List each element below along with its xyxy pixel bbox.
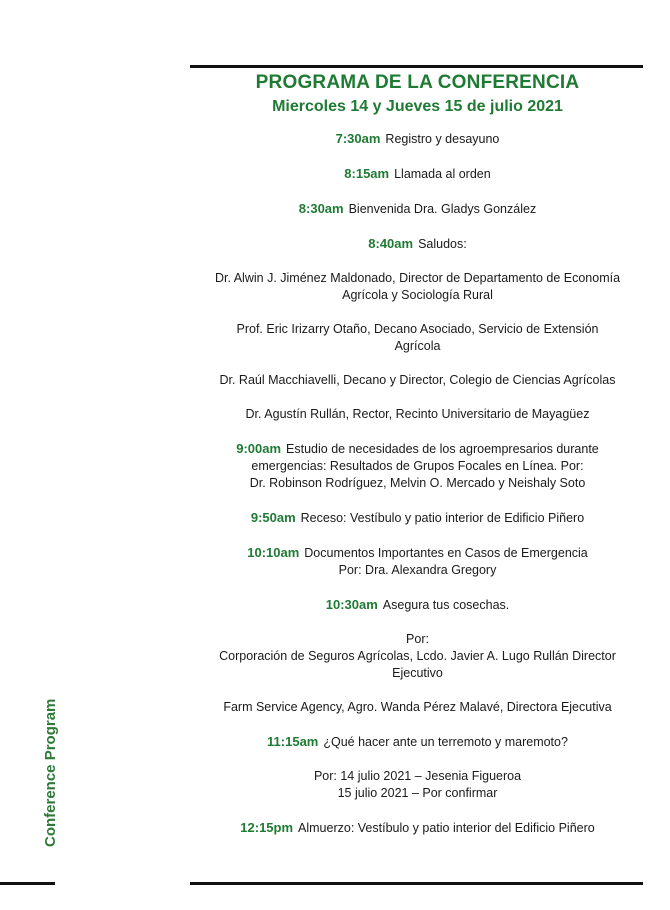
page-subtitle: Miercoles 14 y Jueves 15 de julio 2021 <box>272 98 563 115</box>
schedule-line: Farm Service Agency, Agro. Wanda Pérez Malavé, Directora Ejecutiva <box>223 700 612 714</box>
schedule-time: 7:30am <box>335 131 381 146</box>
schedule-item <box>180 372 655 389</box>
schedule-item <box>180 596 655 614</box>
schedule-text: Almuerzo: Vestíbulo y patio interior del Edificio Piñero <box>298 821 595 835</box>
schedule-time: 9:50am <box>250 510 296 525</box>
schedule-item <box>180 544 655 579</box>
schedule-line: Prof. Eric Irizarry Otaño, Decano Asociado, Servicio de Extensión <box>236 322 599 336</box>
schedule-time: 12:15pm <box>240 820 294 835</box>
schedule-time: 8:30am <box>298 201 344 216</box>
left-bottom-rule <box>0 882 55 885</box>
schedule-time: 8:40am <box>368 236 414 251</box>
schedule-text: Bienvenida Dra. Gladys González <box>348 202 537 216</box>
schedule-text: Estudio de necesidades de los agroempresarios durante <box>286 442 599 456</box>
schedule-line: Por: 14 julio 2021 – Jesenia Figueroa <box>313 769 522 783</box>
schedule-item <box>180 270 655 304</box>
sidebar-label: Conference Program <box>42 698 59 847</box>
schedule-line: Dr. Alwin J. Jiménez Maldonado, Director de Departamento de Economía <box>214 271 621 285</box>
schedule-list <box>180 130 655 837</box>
schedule-line: Dr. Robinson Rodríguez, Melvin O. Mercado y Neishaly Soto <box>249 476 586 490</box>
schedule-text: Receso: Vestíbulo y patio interior de Edificio Piñero <box>300 511 585 525</box>
schedule-text: Documentos Importantes en Casos de Emergencia <box>304 546 588 560</box>
schedule-item <box>180 699 655 716</box>
schedule-time: 10:10am <box>247 545 300 560</box>
schedule-line: Corporación de Seguros Agrícolas, Lcdo. Javier A. Lugo Rullán Director <box>219 649 616 663</box>
schedule-text: Saludos: <box>418 237 467 251</box>
bottom-rule <box>190 882 643 885</box>
schedule-line: emergencias: Resultados de Grupos Focales en Línea. Por: <box>251 459 584 473</box>
schedule-line: Por: <box>406 632 429 646</box>
top-rule <box>190 65 643 68</box>
schedule-line: Agrícola y Sociología Rural <box>342 288 493 302</box>
page-title: PROGRAMA DE LA CONFERENCIA <box>255 72 580 93</box>
schedule-line: Agrícola <box>394 339 441 353</box>
schedule-text: Registro y desayuno <box>385 132 500 146</box>
schedule-time: 10:30am <box>325 597 378 612</box>
schedule-item <box>180 509 655 527</box>
schedule-line: Ejecutivo <box>392 666 443 680</box>
schedule-item <box>180 165 655 183</box>
schedule-item <box>180 768 655 802</box>
schedule-line: Dr. Raúl Macchiavelli, Decano y Director, Colegio de Ciencias Agrícolas <box>219 373 616 387</box>
program-content <box>180 70 655 854</box>
schedule-item <box>180 631 655 682</box>
schedule-item <box>180 130 655 148</box>
schedule-line: Dr. Agustín Rullán, Rector, Recinto Universitario de Mayagüez <box>245 407 590 421</box>
schedule-line: 15 julio 2021 – Por confirmar <box>337 786 498 800</box>
schedule-item <box>180 321 655 355</box>
schedule-time: 9:00am <box>236 441 282 456</box>
schedule-item <box>180 200 655 218</box>
schedule-item <box>180 406 655 423</box>
schedule-text: Asegura tus cosechas. <box>382 598 510 612</box>
schedule-item <box>180 819 655 837</box>
schedule-item <box>180 440 655 492</box>
schedule-text: Llamada al orden <box>394 167 491 181</box>
schedule-item <box>180 733 655 751</box>
schedule-time: 8:15am <box>344 166 390 181</box>
schedule-line: Por: Dra. Alexandra Gregory <box>338 563 497 577</box>
schedule-item <box>180 235 655 253</box>
schedule-text: ¿Qué hacer ante un terremoto y maremoto? <box>323 735 568 749</box>
schedule-time: 11:15am <box>267 734 319 749</box>
